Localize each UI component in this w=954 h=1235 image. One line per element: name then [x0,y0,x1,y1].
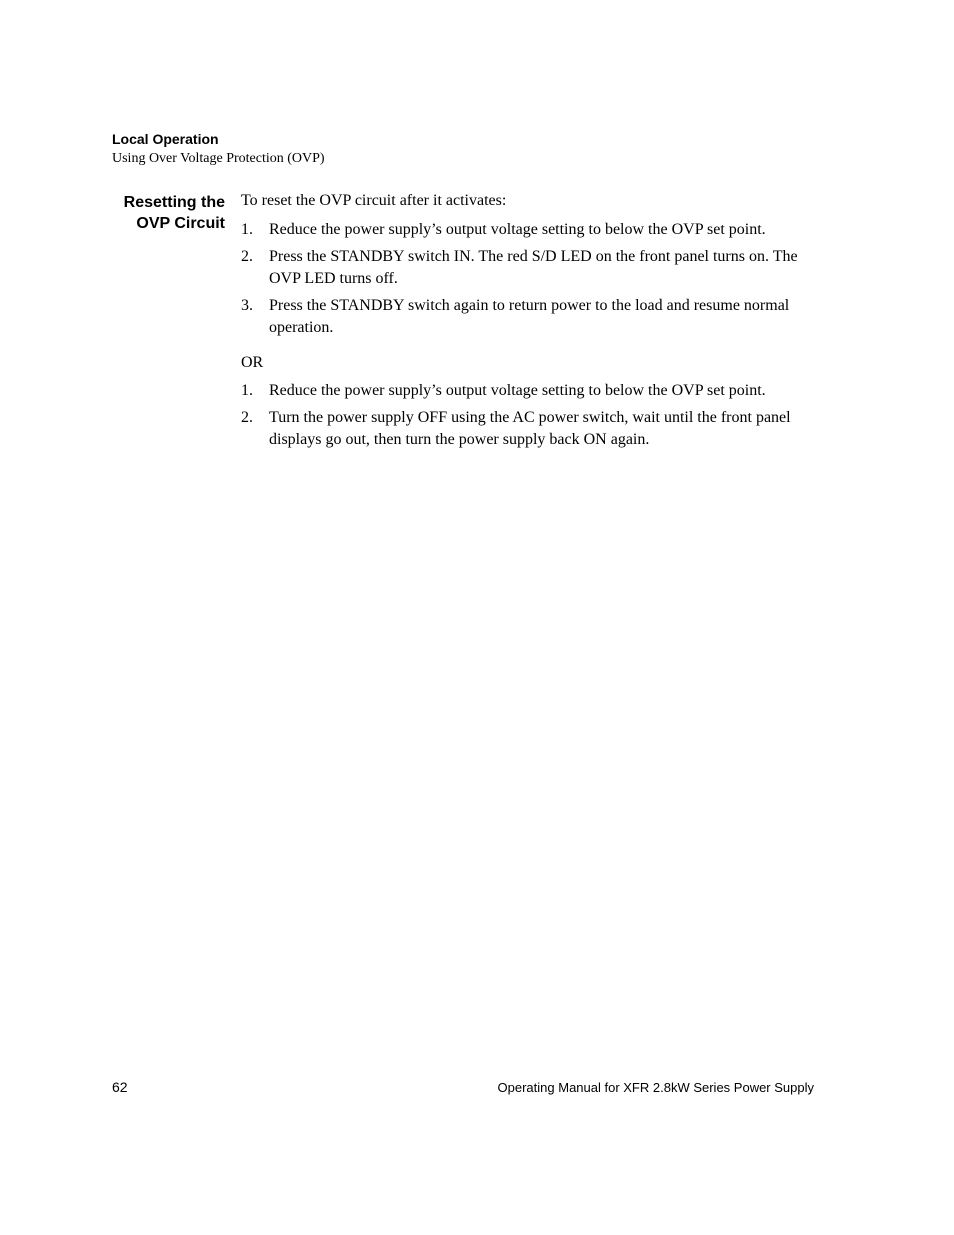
list-item [241,380,816,402]
running-header-subsection: Using Over Voltage Protection (OVP) [112,151,325,166]
step-number: 2. [241,248,253,265]
page-number: 62 [112,1079,128,1095]
list-item [241,407,816,451]
intro-paragraph: To reset the OVP circuit after it activates: [241,192,507,209]
list-item [241,295,816,339]
list-item [241,246,816,290]
section-heading-line-1: Resetting the [123,194,225,211]
step-number: 1. [241,382,253,399]
section-heading [90,192,225,234]
step-number: 2. [241,409,253,426]
procedure-list-a [241,219,816,344]
procedure-list-b [241,380,816,456]
list-item [241,219,816,241]
step-text: Reduce the power supply’s output voltage setting to below the OVP set point. [269,221,766,238]
step-text: Turn the power supply OFF using the AC power switch, wait until the front panel displays go out, then turn the power supply back ON again. [269,409,791,448]
step-text: Press the STANDBY switch IN. The red S/D LED on the front panel turns on. The OVP LED turns off. [269,248,798,287]
step-number: 1. [241,221,253,238]
step-text: Reduce the power supply’s output voltage setting to below the OVP set point. [269,382,766,399]
footer-manual-title: Operating Manual for XFR 2.8kW Series Power Supply [497,1080,814,1095]
running-header-section: Local Operation [112,131,219,147]
step-text: Press the STANDBY switch again to return power to the load and resume normal operation. [269,297,790,336]
section-heading-line-2: OVP Circuit [136,215,225,232]
or-separator: OR [241,354,264,371]
step-number: 3. [241,297,253,314]
